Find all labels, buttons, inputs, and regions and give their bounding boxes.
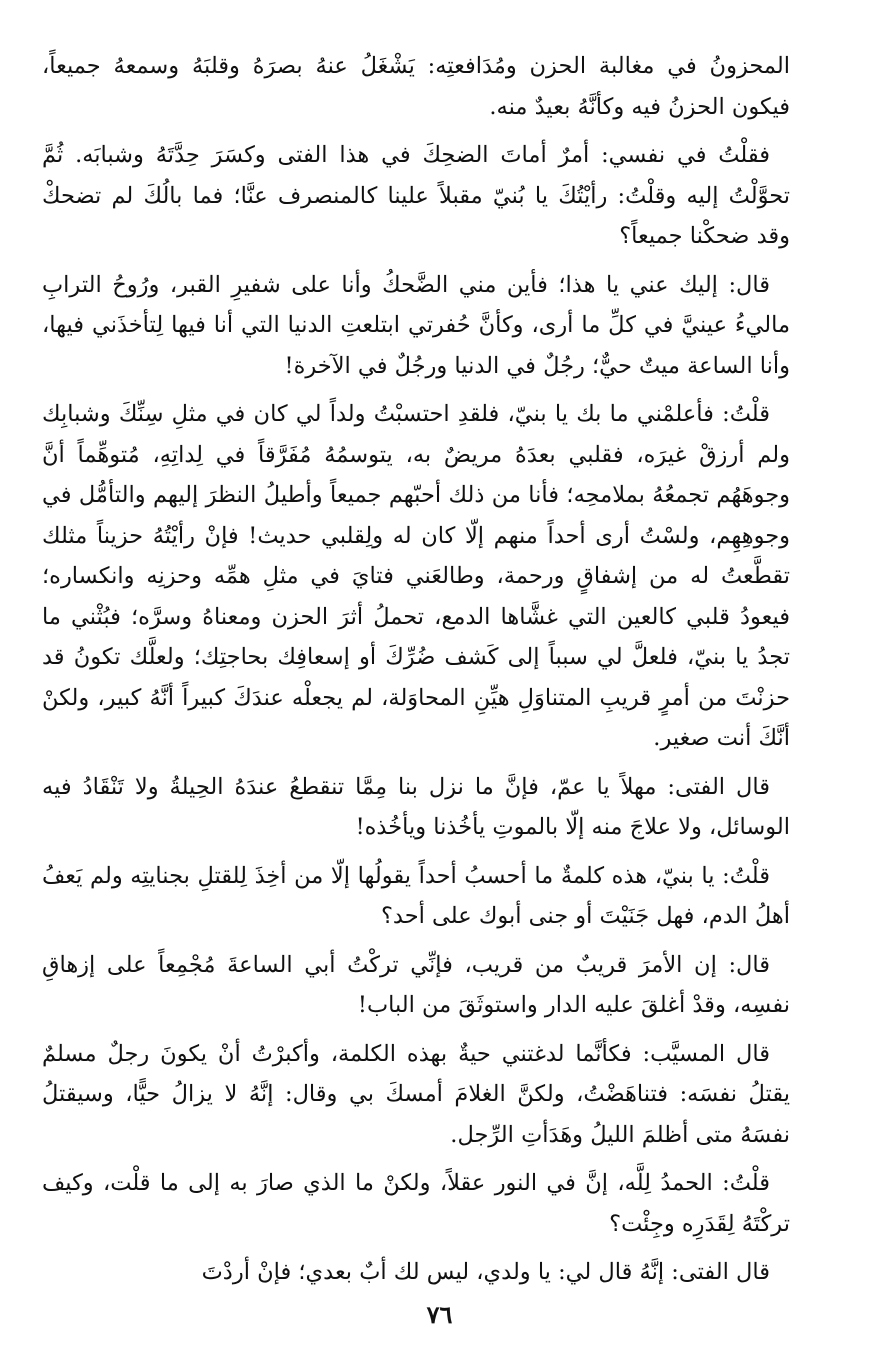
page-number: ٧٦ bbox=[426, 1300, 453, 1329]
paragraph-9: قلْتُ: الحمدُ لِلَّه، إنَّ في النور عقلاً، ولكنْ ما الذي صارَ به إلى ما قلْت، وكيف تركْتَهُ لِقَدَرِه وجِئْت؟ bbox=[42, 1170, 790, 1237]
paragraph-10: قال الفتى: إنَّهُ قال لي: يا ولدي، ليس لك أبٌ بعدي؛ فإنْ أردْتَ bbox=[201, 1259, 770, 1285]
page-text bbox=[42, 46, 790, 1301]
paragraph-6: قلْتُ: يا بنيّ، هذه كلمةٌ ما أحسبُ أحداً يقولُها إلّا من أخِذَ لِلقتلِ بجنايتِه ولم يَعفُ أهلُ الدم، فهل جَنَيْتَ أو جنى أبوك على أحد؟ bbox=[42, 862, 790, 929]
paragraph-2: فقلْتُ في نفسي: أمرٌ أماتَ الضحِكَ في هذا الفتى وكسَرَ حِدَّتَهُ وشبابَه. ثُمَّ تحوَّلْتُ إليه وقلْتُ: رأيْتُكَ يا بُنيّ مقبلاً علينا كالمنصرف عنَّا؛ فما بالُكَ لم تضحكْ وقد ضحكْنا جميعاً؟ bbox=[42, 142, 790, 249]
paragraph-4: قلْتُ: فأعلمْني ما بك يا بنيّ، فلقدِ احتسبْتُ ولداً لي كان في مثلِ سِنِّكَ وشبابِك ولم أرزقْ غيرَه، فقلبي بعدَهُ مريضٌ به، يتوسمُهُ مُفَرَّقاً في لِداتِهِ، مُتوهِّماً أنَّ وجوهَهُم تجمعُهُ بملامحِه؛ فأنا من ذلك أحبّهم جميعاً وأطيلُ النظرَ إليهم والتأمُّل في وجوهِهِم، ولسْتُ أرى أحداً منهم إلّا كان له ولِقلبي حديث! فإنْ رأيْتُهُ حزيناً مثلك تقطَّعتُ له من إشفاقٍ ورحمة، وطالعَني فتايَ في مثلِ همِّه وحزنِه وانكساره؛ فيعودُ قلبي كالعين التي غشَّاها الدمع، تحملُ أثرَ الحزن ومعناهُ وسرَّه؛ فبُثْني ما تجدُ يا بنيّ، فلعلَّ لي سبباً إلى كَشف ضُرِّكَ أو إسعافِك بحاجتِك؛ ولعلَّك تكونُ قد حزنْتَ من أمرٍ قريبِ المتناوَلِ هيِّنِ المحاوَلة، لم يجعلْه عندَكَ كبيراً أنَّهُ كبير، ولكنْ أنَّكَ أنت صغير. bbox=[42, 401, 790, 751]
paragraph-5: قال الفتى: مهلاً يا عمّ، فإنَّ ما نزل بنا مِمَّا تنقطعُ عندَهُ الحِيلةُ ولا تَنْقَادُ فيه الوسائل، ولا علاجَ منه إلّا بالموتِ يأخُذنا ويأخُذه! bbox=[42, 773, 790, 840]
paragraph-8: قال المسيَّب: فكأنَّما لدغتني حيةٌ بهذه الكلمة، وأكبرْتُ أنْ يكونَ رجلٌ مسلمٌ يقتلُ نفسَه: فتناهَضْتُ، ولكنَّ الغلامَ أمسكَ بي وقال: إنَّهُ لا يزالُ حيًّا، وسيقتلُ نفسَهُ متى أظلمَ الليلُ وهَدَأتِ الرِّجل. bbox=[42, 1040, 790, 1148]
paragraph-1: المحزونُ في مغالبة الحزن ومُدَافعتِه: يَشْغَلُ عنهُ بصرَهُ وقلبَهُ وسمعهُ جميعاً، فيكون الحزنُ فيه وكأنَّهُ بعيدٌ منه. bbox=[42, 53, 790, 120]
paragraph-3: قال: إليك عني يا هذا؛ فأين مني الضَّحكُ وأنا على شفيرِ القبر، ورُوحُ الترابِ ماليءُ عينيَّ في كلِّ ما أرى، وكأنَّ حُفرتي ابتلعتِ الدنيا التي أنا فيها لِتأخذَني فيها، وأنا الساعة ميتٌ حيٌّ؛ رجُلٌ في الدنيا ورجُلٌ في الآخرة! bbox=[42, 271, 790, 379]
paragraph-7: قال: إن الأمرَ قريبٌ من قريب، فإنِّي تركْتُ أبي الساعةَ مُجْمِعاً على إزهاقِ نفسِه، وقدْ أغلقَ عليه الدار واستوثَقَ من الباب! bbox=[42, 951, 790, 1018]
